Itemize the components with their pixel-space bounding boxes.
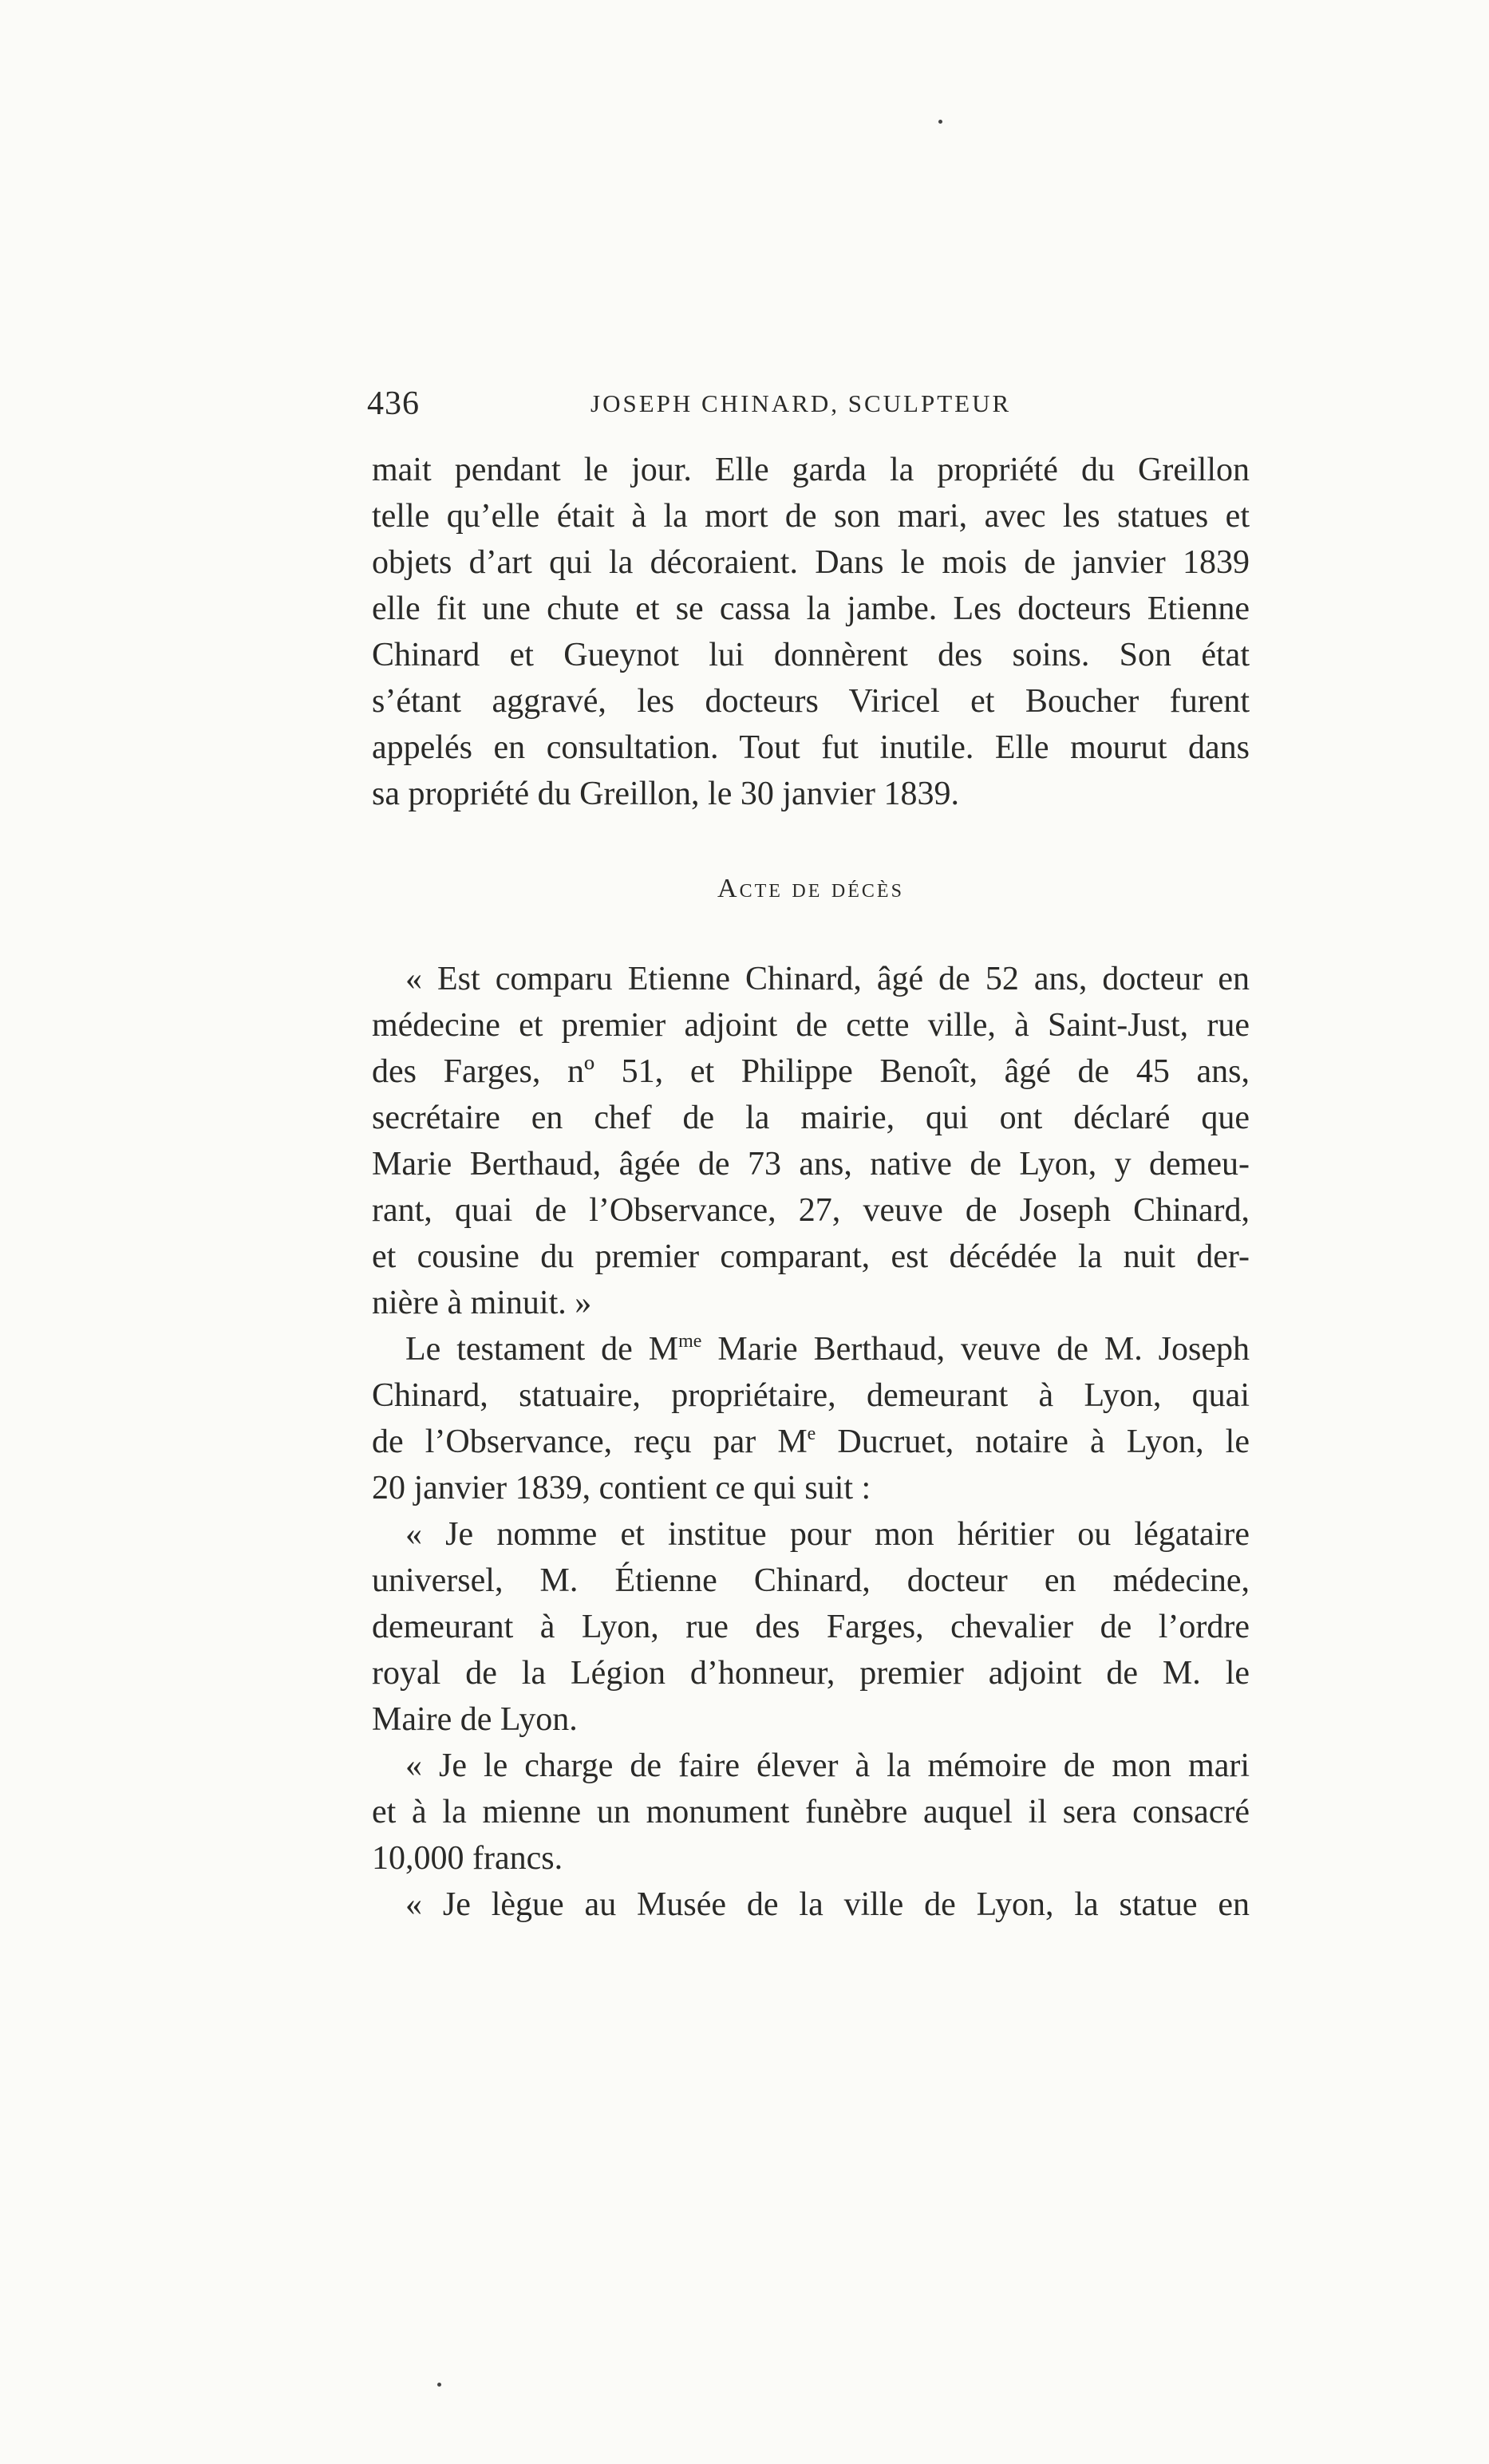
text-line: des Farges, nº 51, et Philippe Benoît, âgé de 45 ans, — [372, 1053, 1250, 1090]
text-line: s’étant aggravé, les docteurs Viricel et Boucher furent — [372, 683, 1250, 720]
text-line — [372, 1326, 1250, 1372]
text-line: « Je nomme et institue pour mon héritier ou légataire — [405, 1516, 1250, 1553]
text-line: rant, quai de l’Observance, 27, veuve de Joseph Chinard, — [372, 1192, 1250, 1229]
paragraph-widow-death — [372, 447, 1250, 817]
text-line: et à la mienne un monument funèbre auquel il sera consacré — [372, 1794, 1250, 1830]
page-header — [367, 385, 1256, 432]
text-line: « Je le charge de faire élever à la mémoire de mon mari — [405, 1747, 1250, 1784]
text-line: et cousine du premier comparant, est décédée la nuit der- — [372, 1238, 1250, 1275]
text-line — [372, 1419, 1250, 1465]
text-line: objets d’art qui la décoraient. Dans le mois de janvier 1839 — [372, 544, 1250, 581]
text-line: Chinard, statuaire, propriétaire, demeurant à Lyon, quai — [372, 1377, 1250, 1414]
text-line: mait pendant le jour. Elle garda la propriété du Greillon — [372, 452, 1250, 488]
text-line: demeurant à Lyon, rue des Farges, chevalier de l’ordre — [372, 1609, 1250, 1645]
text-line: 10,000 francs. — [372, 1840, 563, 1877]
section-heading: Acte de décès — [717, 874, 904, 903]
text-line: « Je lègue au Musée de la ville de Lyon, la statue en — [405, 1886, 1250, 1923]
ink-speck — [938, 120, 942, 124]
text-line: Chinard et Gueynot lui donnèrent des soins. Son état — [372, 637, 1250, 673]
text-line: nière à minuit. » — [372, 1285, 592, 1321]
text-fragment: de l’Observance, reçu par M — [372, 1424, 808, 1460]
text-line: 20 janvier 1839, contient ce qui suit : — [372, 1470, 871, 1506]
text-fragment: Marie Berthaud, veuve de M. Joseph — [701, 1331, 1250, 1368]
text-fragment: Le testament de M — [405, 1331, 679, 1368]
text-fragment: Ducruet, notaire à Lyon, le — [816, 1424, 1250, 1460]
text-line: médecine et premier adjoint de cette ville, à Saint-Just, rue — [372, 1007, 1250, 1044]
text-line: royal de la Légion d’honneur, premier adjoint de M. le — [372, 1655, 1250, 1692]
text-line: sa propriété du Greillon, le 30 janvier 1839. — [372, 776, 959, 812]
text-line: secrétaire en chef de la mairie, qui ont déclaré que — [372, 1100, 1250, 1136]
text-line: « Est comparu Etienne Chinard, âgé de 52 ans, docteur en — [405, 961, 1250, 997]
page-number: 436 — [367, 385, 420, 422]
text-line: universel, M. Étienne Chinard, docteur en médecine, — [372, 1562, 1250, 1599]
superscript: me — [678, 1331, 702, 1352]
acte-and-testament — [372, 956, 1250, 1928]
text-line: appelés en consultation. Tout fut inutile. Elle mourut dans — [372, 729, 1250, 766]
running-head: JOSEPH CHINARD, SCULPTEUR — [590, 389, 1012, 417]
text-line: Maire de Lyon. — [372, 1701, 578, 1738]
text-line: elle fit une chute et se cassa la jambe. Les docteurs Etienne — [372, 590, 1250, 627]
text-line: telle qu’elle était à la mort de son mari, avec les statues et — [372, 498, 1250, 535]
superscript: e — [807, 1424, 816, 1444]
text-line: Marie Berthaud, âgée de 73 ans, native de Lyon, y demeu- — [372, 1146, 1250, 1183]
ink-speck — [437, 2383, 441, 2387]
